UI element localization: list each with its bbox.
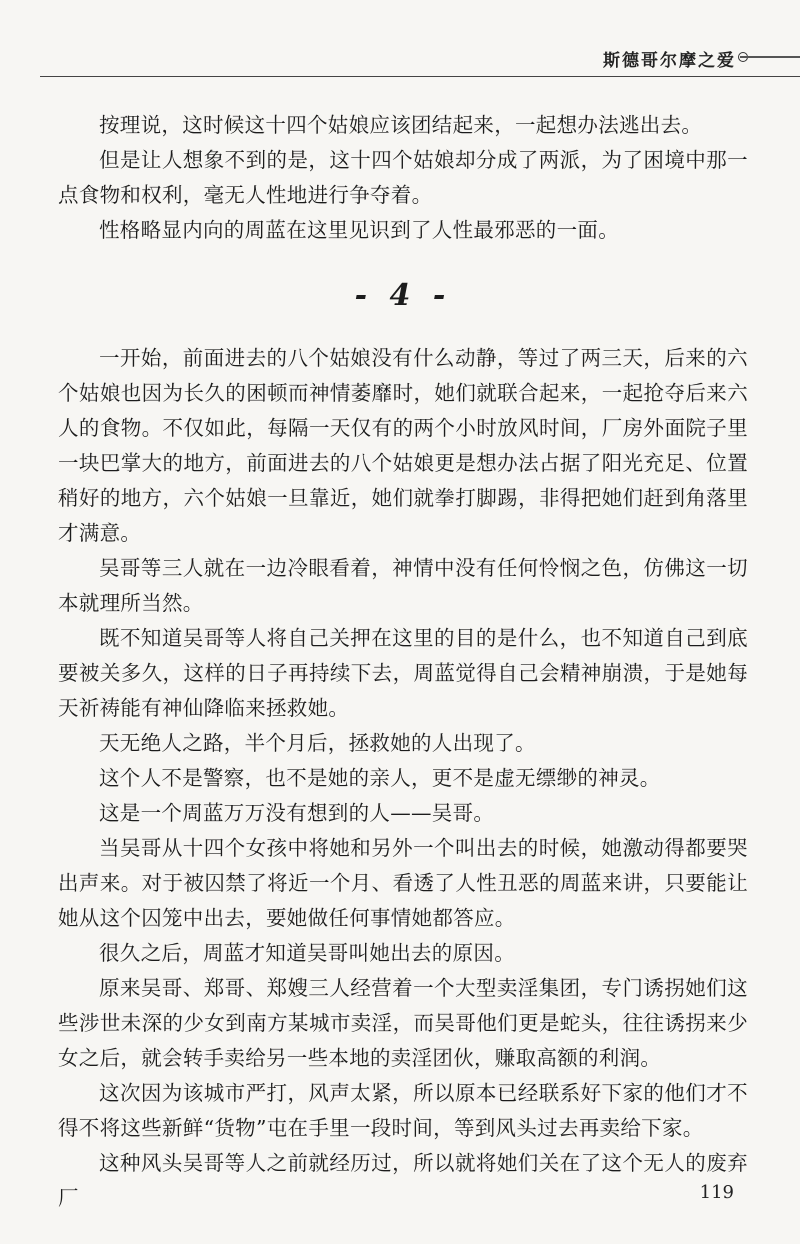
paragraph: 吴哥等三人就在一边冷眼看着，神情中没有任何怜悯之色，仿佛这一切本就理所当然。 <box>58 556 748 615</box>
paragraph: 但是让人想象不到的是，这十四个姑娘却分成了两派，为了困境中那一点食物和权利，毫无人性地进行争夺着。 <box>58 148 748 207</box>
section-number: - 4 - <box>354 278 452 313</box>
paragraph: 性格略显内向的周蓝在这里见识到了人性最邪恶的一面。 <box>99 218 619 242</box>
header-ornament-line <box>740 56 800 58</box>
body-text <box>58 108 748 1216</box>
paragraph: 这个人不是警察，也不是她的亲人，更不是虚无缥缈的神灵。 <box>99 766 661 790</box>
paragraph: 既不知道吴哥等人将自己关押在这里的目的是什么，也不知道自己到底要被关多久，这样的日子再持续下去，周蓝觉得自己会精神崩溃，于是她每天祈祷能有神仙降临来拯救她。 <box>58 626 748 720</box>
running-header <box>0 44 800 74</box>
running-header-title: 斯德哥尔摩之爱 <box>603 51 736 71</box>
paragraph: 这种风头吴哥等人之前就经历过，所以就将她们关在了这个无人的废弃厂 <box>58 1151 748 1210</box>
paragraph: 一开始，前面进去的八个姑娘没有什么动静，等过了两三天，后来的六个姑娘也因为长久的困顿而神情萎靡时，她们就联合起来，一起抢夺后来六人的食物。不仅如此，每隔一天仅有的两个小时放风时间，厂房外面院子里一块巴掌大的地方，前面进去的八个姑娘更是想办法占据了阳光充足、位置稍好的地方，六个姑娘一旦靠近，她们就拳打脚踢，非得把她们赶到角落里才满意。 <box>58 346 748 545</box>
paragraph: 天无绝人之路，半个月后，拯救她的人出现了。 <box>99 731 536 755</box>
paragraph: 原来吴哥、郑哥、郑嫂三人经营着一个大型卖淫集团，专门诱拐她们这些涉世未深的少女到南方某城市卖淫，而吴哥他们更是蛇头，往往诱拐来少女之后，就会转手卖给另一些本地的卖淫团伙，赚取高额的利润。 <box>58 976 748 1070</box>
paragraph: 这是一个周蓝万万没有想到的人——吴哥。 <box>99 801 495 825</box>
paragraph: 这次因为该城市严打，风声太紧，所以原本已经联系好下家的他们才不得不将这些新鲜“货物”屯在手里一段时间，等到风头过去再卖给下家。 <box>58 1081 748 1140</box>
paragraph: 按理说，这时候这十四个姑娘应该团结起来，一起想办法逃出去。 <box>99 113 703 137</box>
paragraph: 当吴哥从十四个女孩中将她和另外一个叫出去的时候，她激动得都要哭出声来。对于被囚禁了将近一个月、看透了人性丑恶的周蓝来讲，只要能让她从这个囚笼中出去，要她做任何事情她都答应。 <box>58 836 748 930</box>
page-number: 119 <box>699 1182 734 1203</box>
header-rule <box>40 76 800 77</box>
paragraph: 很久之后，周蓝才知道吴哥叫她出去的原因。 <box>99 941 515 965</box>
